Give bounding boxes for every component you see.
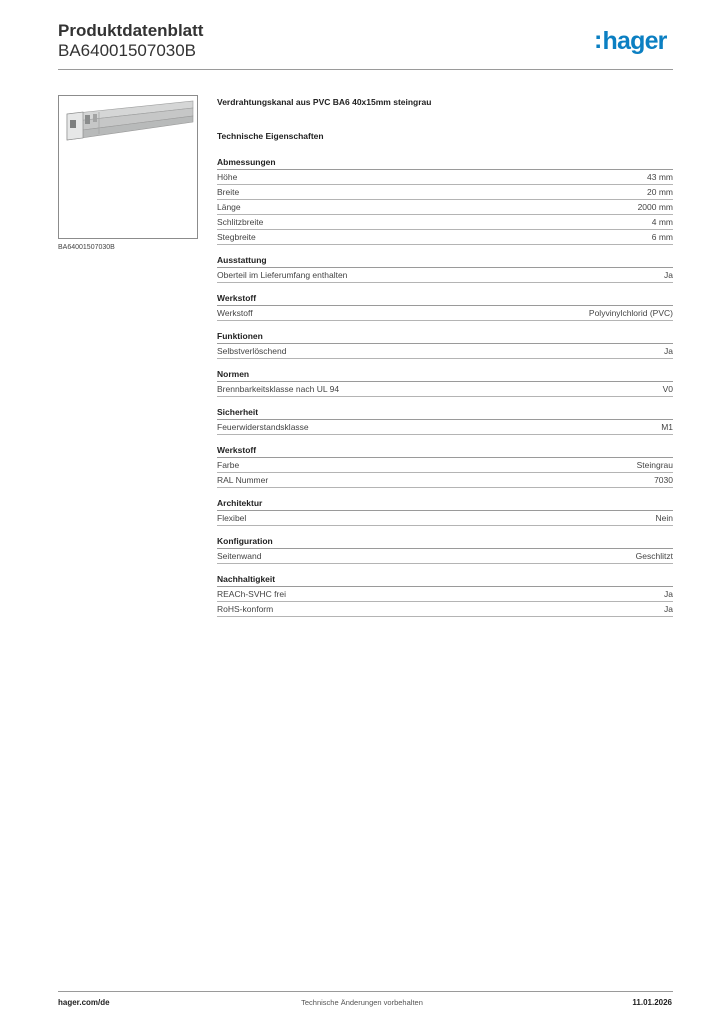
property-row — [217, 458, 673, 473]
property-label: Seitenwand — [217, 551, 262, 561]
property-row — [217, 587, 673, 602]
property-value: Polyvinylchlorid (PVC) — [588, 308, 673, 318]
header-divider — [58, 69, 673, 70]
property-row — [217, 268, 673, 283]
property-label: Brennbarkeitsklasse nach UL 94 — [217, 384, 340, 394]
property-row — [217, 230, 673, 245]
property-row — [217, 420, 673, 435]
datasheet-content — [217, 96, 673, 626]
property-row — [217, 306, 673, 321]
property-section — [217, 156, 673, 245]
property-row — [217, 215, 673, 230]
footer-website[interactable]: hager.com/de — [58, 998, 110, 1007]
article-number: BA64001507030B — [58, 41, 197, 60]
property-value: Nein — [655, 513, 673, 523]
property-label: RoHS-konform — [217, 604, 274, 614]
property-section — [217, 406, 673, 435]
property-label: Schlitzbreite — [217, 217, 264, 227]
property-value: Steingrau — [636, 460, 673, 470]
property-value: Ja — [664, 270, 673, 280]
property-row — [217, 511, 673, 526]
property-value: Ja — [664, 589, 673, 599]
property-section — [217, 254, 673, 283]
property-row — [217, 200, 673, 215]
property-section — [217, 573, 673, 617]
property-label: Farbe — [217, 460, 240, 470]
cable-duct-illustration — [59, 96, 197, 238]
property-row — [217, 185, 673, 200]
section-title: Werkstoff — [217, 292, 673, 306]
property-label: Länge — [217, 202, 241, 212]
property-value: 20 mm — [647, 187, 673, 197]
property-value: Geschlitzt — [635, 551, 673, 561]
property-section — [217, 292, 673, 321]
property-value: 6 mm — [651, 232, 673, 242]
section-title: Abmessungen — [217, 156, 673, 170]
image-caption: BA64001507030B — [58, 244, 115, 251]
property-value: Ja — [664, 604, 673, 614]
property-label: RAL Nummer — [217, 475, 269, 485]
property-label: Werkstoff — [217, 308, 253, 318]
property-sections — [217, 156, 673, 617]
property-row — [217, 344, 673, 359]
property-value: V0 — [662, 384, 673, 394]
document-title: Produktdatenblatt — [58, 21, 204, 40]
property-value: 4 mm — [651, 217, 673, 227]
product-image — [58, 95, 198, 239]
property-row — [217, 602, 673, 617]
tech-properties-heading: Technische Eigenschaften — [217, 131, 324, 141]
property-row — [217, 170, 673, 185]
property-label: Oberteil im Lieferumfang enthalten — [217, 270, 348, 280]
property-section — [217, 330, 673, 359]
property-section — [217, 368, 673, 397]
section-title: Funktionen — [217, 330, 673, 344]
property-value: 2000 mm — [637, 202, 673, 212]
hager-logo: :hager — [594, 26, 667, 55]
property-label: Breite — [217, 187, 240, 197]
property-value: Ja — [664, 346, 673, 356]
property-section — [217, 497, 673, 526]
section-title: Architektur — [217, 497, 673, 511]
footer-date: 11.01.2026 — [632, 998, 672, 1007]
property-value: 43 mm — [647, 172, 673, 182]
property-section — [217, 444, 673, 488]
property-label: Flexibel — [217, 513, 247, 523]
product-name: Verdrahtungskanal aus PVC BA6 40x15mm steingrau — [217, 97, 432, 107]
property-row — [217, 473, 673, 488]
property-value: 7030 — [654, 475, 673, 485]
property-label: Höhe — [217, 172, 238, 182]
section-title: Werkstoff — [217, 444, 673, 458]
property-section — [217, 535, 673, 564]
property-label: REACh-SVHC frei — [217, 589, 286, 599]
property-label: Selbstverlöschend — [217, 346, 287, 356]
section-title: Sicherheit — [217, 406, 673, 420]
section-title: Normen — [217, 368, 673, 382]
document-header — [58, 21, 203, 61]
footer-disclaimer: Technische Änderungen vorbehalten — [301, 998, 423, 1007]
property-row — [217, 549, 673, 564]
property-row — [217, 382, 673, 397]
section-title: Nachhaltigkeit — [217, 573, 673, 587]
logo-text: hager — [602, 27, 667, 55]
property-label: Stegbreite — [217, 232, 256, 242]
footer-divider — [58, 991, 673, 992]
property-label: Feuerwiderstandsklasse — [217, 422, 309, 432]
section-title: Konfiguration — [217, 535, 673, 549]
section-title: Ausstattung — [217, 254, 673, 268]
property-value: M1 — [661, 422, 673, 432]
